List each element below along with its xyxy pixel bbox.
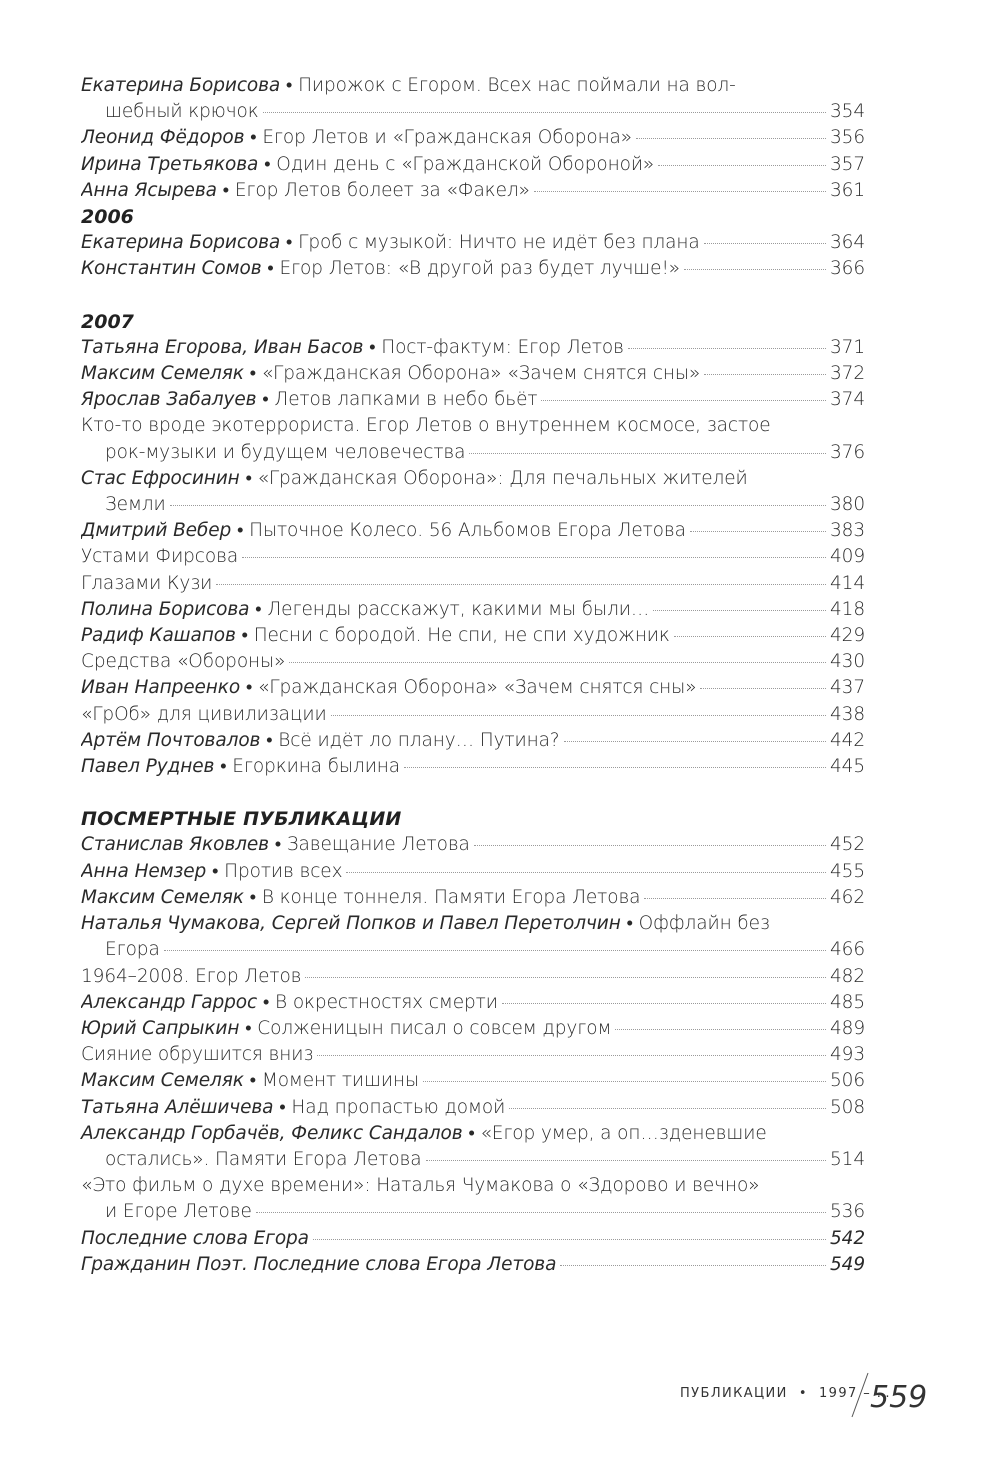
entry-text [81,913,770,934]
entry-page-number: 366 [829,258,865,280]
toc-entry[interactable] [81,1016,865,1042]
entry-author: Стас Ефросинин [81,467,240,489]
entry-continuation-line [81,937,865,963]
bullet-separator: • [280,75,299,96]
bullet-separator: • [243,1070,262,1092]
entry-text [81,1123,767,1144]
entry-page-number: 429 [829,625,865,647]
entry-page-number: 371 [829,336,865,358]
entry-page-number: 418 [829,598,865,620]
entry-author: Александр Горбачёв, Феликс Сандалов [81,1122,463,1144]
toc-entry[interactable] [81,649,865,675]
toc-entry[interactable] [81,256,865,282]
entry-author: Екатерина Борисова [81,75,281,96]
toc-entry[interactable] [81,230,865,256]
entry-text [81,125,632,151]
entry-first-line [81,413,865,439]
entry-page-number: 437 [829,677,865,699]
entry-title: В конце тоннеля. Памяти Егора Летова [261,886,641,908]
entry-text [81,597,649,623]
entry-title: «Это фильм о духе времени»: Наталья Чумакова о «Здорово и вечно» [81,1175,760,1197]
entry-page-number: 442 [829,729,865,751]
entry-text [81,1016,611,1042]
entry-title: Егор Летов болеет за «Факел» [234,179,530,201]
dot-leader [426,1160,826,1161]
bullet-separator: • [206,860,225,882]
entry-text [81,964,301,990]
entry-first-line [81,73,865,99]
dot-leader [704,243,826,244]
entry-author: Анна Ясырева [81,179,217,201]
entry-title: Пост-фактум: Егор Летов [381,336,624,358]
section-heading: ПОСМЕРТНЫЕ ПУБЛИКАЦИИ [81,808,402,831]
entry-text [81,256,680,282]
entry-title: «ГрОб» для цивилизации [81,703,327,725]
entry-text [81,75,736,96]
entry-page-number: 489 [829,1017,865,1039]
entry-text [81,832,470,858]
bullet-separator: • [243,363,262,385]
entry-author: Радиф Кашапов [81,625,236,647]
entry-page-number: 380 [829,494,865,516]
bullet-separator: • [249,598,268,620]
entry-text [81,990,498,1016]
dot-leader [423,1081,826,1082]
entry-title: Егор Летов и «Гражданская Оборона» [262,127,633,149]
toc-entry[interactable] [81,335,865,361]
bullet-separator: • [231,520,250,542]
dot-leader [560,1265,826,1266]
dot-leader [636,138,826,139]
entry-text [81,1226,309,1252]
entry-continuation-line [81,99,865,125]
entry-author: Станислав Яковлев [81,834,269,856]
entry-title: Егор Летов: «В другой раз будет лучше!» [279,258,680,280]
toc-entry[interactable] [81,1226,865,1252]
bullet-separator: • [239,467,258,489]
dot-leader [404,767,826,768]
entry-text [81,859,342,885]
entry-author: Наталья Чумакова, Сергей Попков и Павел Перетолчин [81,913,621,935]
bullet-separator: • [268,834,287,856]
entry-continuation-line [81,492,865,518]
entry-title: Оффлайн без [638,913,770,935]
entry-author: Александр Гаррос [81,991,258,1013]
entry-title: «Гражданская Оборона»: Для печальных жителей [257,467,748,489]
bullet-separator: • [620,913,639,935]
entry-page-number: 361 [829,179,865,201]
entry-author: Дмитрий Вебер [81,520,232,542]
bullet-separator: • [257,991,276,1013]
toc-entry[interactable] [81,571,865,597]
dot-leader [658,165,826,166]
entry-author: Полина Борисова [81,598,250,620]
entry-author: Татьяна Алёшичева [81,1096,274,1118]
bullet-separator: • [260,729,279,751]
entry-title-continuation: и Егоре Летове [105,1201,252,1223]
entry-text [81,1068,419,1094]
entry-title: Легенды расскажут, какими мы были… [267,598,650,620]
toc-entry[interactable] [81,1095,865,1121]
entry-title: Солженицын писал о совсем другом [257,1017,612,1039]
entry-text [81,571,212,597]
toc-entry[interactable] [81,859,865,885]
entry-title: Один день с «Гражданской Обороной» [276,153,655,175]
entry-author: Анна Немзер [81,860,207,882]
toc-entry[interactable] [81,702,865,728]
entry-author: Леонид Фёдоров [81,127,245,149]
toc-entry[interactable] [81,623,865,649]
entry-text [81,1095,505,1121]
bullet-separator: • [363,336,382,358]
entry-text [81,230,700,256]
entry-first-line [81,1121,865,1147]
dot-leader [690,531,826,532]
entry-page-number: 462 [829,886,865,908]
entry-text [81,544,238,570]
footer-section-label: ПУБЛИКАЦИИ [680,1386,788,1401]
dot-leader [289,662,826,663]
dot-leader [700,688,826,689]
entry-page-number: 445 [829,756,865,778]
entry-page-number: 383 [829,520,865,542]
table-of-contents [81,73,865,1278]
section-gap [81,780,865,806]
toc-entry[interactable] [81,911,865,963]
entry-title: «Гражданская Оборона» «Зачем снятся сны» [258,677,697,699]
entry-page-number: 372 [829,363,865,385]
entry-page-number: 482 [829,965,865,987]
entry-page-number: 508 [829,1096,865,1118]
dot-leader [564,741,826,742]
dot-leader [674,636,826,637]
entry-page-number: 485 [829,991,865,1013]
entry-author: Артём Почтовалов [81,729,261,751]
bullet-separator: • [261,258,280,280]
toc-entry[interactable] [81,1121,865,1173]
entry-title-continuation: рок-музыки и будущем человечества [105,441,466,463]
entry-author: Ярослав Забалуев [81,389,257,411]
footer-bullet: • [798,1386,808,1401]
dot-leader [644,898,826,899]
toc-entry[interactable] [81,466,865,518]
entry-title: Гроб с музыкой: Ничто не идёт без плана [298,232,700,254]
entry-title: Глазами Кузи [81,572,213,594]
toc-entry[interactable] [81,832,865,858]
toc-entry[interactable] [81,387,865,413]
entry-title: Сияние обрушится вниз [81,1044,314,1066]
entry-author: Иван Напреенко [81,677,241,699]
bullet-separator: • [244,127,263,149]
entry-text [81,335,624,361]
entry-title: Пыточное Колесо. 56 Альбомов Егора Летова [249,520,686,542]
dot-leader [331,715,826,716]
entry-page-number: 356 [829,127,865,149]
bullet-separator: • [239,1017,258,1039]
entry-author: Максим Семеляк [81,1070,244,1092]
entry-author: Константин Сомов [81,258,262,280]
entry-text [81,415,771,436]
toc-entry[interactable] [81,1252,865,1278]
dot-leader [242,557,826,558]
dot-leader [628,348,826,349]
entry-title: Летов лапками в небо бьёт [274,389,538,411]
toc-entry[interactable] [81,597,865,623]
entry-title: Момент тишины [261,1070,420,1092]
entry-author: Юрий Сапрыкин [81,1017,240,1039]
bullet-separator: • [462,1122,481,1144]
entry-continuation-line [81,1147,865,1173]
page-footer [680,1376,930,1426]
entry-page-number: 549 [829,1253,865,1275]
entry-text [81,1252,556,1278]
year-heading: 2007 [81,310,134,333]
dot-leader [534,191,826,192]
entry-title: Завещание Летова [286,834,470,856]
toc-entry[interactable] [81,413,865,465]
entry-title: 1964–2008. Егор Летов [81,965,302,987]
entry-page-number: 374 [829,389,865,411]
entry-page-number: 414 [829,572,865,594]
slash-divider-icon [850,1372,870,1418]
dot-leader [615,1029,826,1030]
bullet-separator: • [240,677,259,699]
entry-text [81,623,670,649]
dot-leader [469,453,826,454]
toc-entry[interactable] [81,73,865,125]
toc-entry[interactable] [81,964,865,990]
toc-entry[interactable] [81,1173,865,1225]
toc-entry[interactable] [81,1068,865,1094]
entry-text [81,518,686,544]
entry-text [81,152,654,178]
entry-text [81,361,700,387]
section-gap [81,283,865,309]
entry-page-number: 536 [829,1201,865,1223]
entry-page-number: 357 [829,153,865,175]
dot-leader [541,400,826,401]
entry-continuation-line [81,1199,865,1225]
entry-title: Средства «Обороны» [81,651,286,673]
bullet-separator: • [258,153,277,175]
dot-leader [313,1239,826,1240]
entry-text [81,178,530,204]
entry-text [81,387,537,413]
dot-leader [653,610,826,611]
year-heading: 2006 [81,206,134,229]
entry-page-number: 438 [829,703,865,725]
dot-leader [305,977,826,978]
bullet-separator: • [235,625,254,647]
entry-title: Гражданин Поэт. Последние слова Егора Летова [81,1253,557,1275]
bullet-separator: • [280,232,299,254]
footer-years: 1997 – … [819,1386,892,1401]
entry-page-number: 430 [829,651,865,673]
dot-leader [216,584,826,585]
entry-title: Кто-то вроде экотеррориста. Егор Летов о внутреннем космосе, застое [81,415,771,437]
entry-page-number: 506 [829,1070,865,1092]
entry-title-continuation: Земли [105,494,166,516]
entry-title: «Гражданская Оборона» «Зачем снятся сны» [261,363,701,385]
entry-text [81,754,400,780]
entry-author: Екатерина Борисова [81,232,281,254]
entry-text [81,1042,313,1068]
toc-entry[interactable] [81,178,865,204]
entry-text [81,702,327,728]
dot-leader [684,269,826,270]
entry-page-number: 455 [829,860,865,882]
entry-continuation-line [81,440,865,466]
toc-entry[interactable] [81,152,865,178]
entry-title-continuation: шебный крючок [105,101,259,123]
entry-page-number: 493 [829,1044,865,1066]
entry-author: Татьяна Егорова, Иван Басов [81,336,364,358]
entry-page-number: 514 [829,1148,865,1170]
entry-title-continuation: остались». Памяти Егора Летова [105,1148,422,1170]
entry-author: Максим Семеляк [81,363,244,385]
bullet-separator: • [216,179,235,201]
bullet-separator: • [214,756,233,778]
entry-text [81,649,285,675]
toc-entry[interactable] [81,990,865,1016]
entry-text [81,728,560,754]
entry-text [81,675,696,701]
entry-author: Павел Руднев [81,756,215,778]
entry-page-number: 364 [829,232,865,254]
entry-page-number: 466 [829,939,865,961]
toc-entry[interactable] [81,544,865,570]
bullet-separator: • [243,886,262,908]
entry-title: Всё идёт ло плану… Путина? [278,729,560,751]
bullet-separator: • [273,1096,292,1118]
entry-first-line [81,911,865,937]
dot-leader [346,872,826,873]
dot-leader [317,1055,826,1056]
dot-leader [170,505,826,506]
toc-entry[interactable] [81,675,865,701]
entry-page-number: 354 [829,101,865,123]
dot-leader [474,845,826,846]
entry-title-continuation: Егора [105,939,160,961]
toc-entry[interactable] [81,1042,865,1068]
dot-leader [164,950,826,951]
entry-title: Против всех [224,860,343,882]
dot-leader [704,374,826,375]
dot-leader [263,112,826,113]
entry-text [81,1175,759,1196]
entry-title: Песни с бородой. Не спи, не спи художник [253,625,670,647]
entry-page-number: 542 [829,1227,865,1249]
entry-first-line [81,466,865,492]
entry-title: Егоркина былина [232,756,401,778]
entry-text [81,885,640,911]
dot-leader [509,1108,826,1109]
entry-title: Над пропастью домой [291,1096,506,1118]
entry-title: В окрестностях смерти [275,991,498,1013]
entry-text [81,468,748,489]
entry-first-line [81,1173,865,1199]
toc-entry[interactable] [81,885,865,911]
toc-entry[interactable] [81,518,865,544]
dot-leader [256,1212,826,1213]
entry-author: Максим Семеляк [81,886,244,908]
bullet-separator: • [256,389,275,411]
toc-entry[interactable] [81,728,865,754]
entry-title: Устами Фирсова [81,546,239,568]
toc-entry[interactable] [81,361,865,387]
entry-page-number: 452 [829,834,865,856]
entry-page-number: 376 [829,441,865,463]
dot-leader [502,1003,826,1004]
entry-page-number: 409 [829,546,865,568]
entry-title: «Егор умер, а оп…зденевшие [480,1122,767,1144]
toc-entry[interactable] [81,125,865,151]
page-number: 559 [870,1380,928,1415]
entry-title: Пирожок с Егором. Всех нас поймали на вол- [298,75,736,96]
entry-author: Ирина Третьякова [81,153,259,175]
toc-entry[interactable] [81,754,865,780]
entry-title: Последние слова Егора [81,1227,309,1249]
